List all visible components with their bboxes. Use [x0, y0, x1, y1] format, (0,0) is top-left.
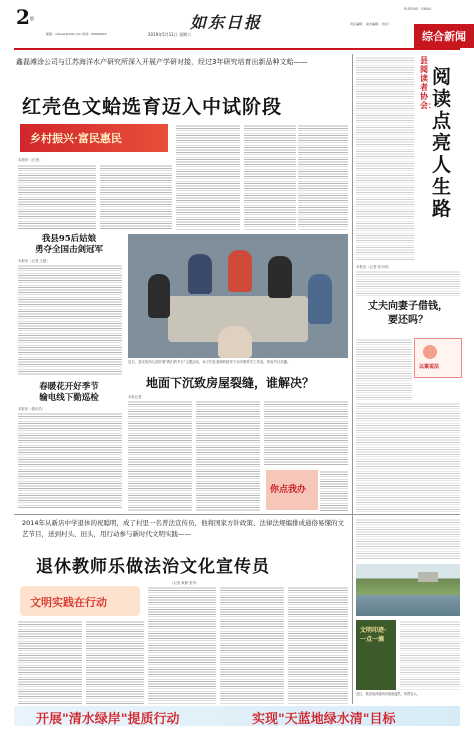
gavel-icon [423, 345, 437, 359]
river-house [418, 572, 438, 582]
photo-child-5 [308, 274, 332, 324]
paper-name: 如东日报 [190, 13, 263, 32]
chunhua-block [16, 382, 122, 404]
masthead-rule [14, 48, 460, 50]
footer-slogan-1: 开展"清水绿岸"提质行动 [36, 712, 180, 727]
retire-body-col5 [288, 586, 348, 704]
loan-body-a [356, 338, 412, 400]
pinyin: RUDONG · RIBAO [404, 7, 432, 11]
footer-banner [14, 706, 460, 726]
lead-kicker: 鑫磊滩涂公司与江苏海洋水产研究所深入开展产学研对接，经过3年研究培育出新品种文蛤—— [16, 58, 308, 66]
loan-headline-2: 要还吗？ [388, 315, 428, 326]
lead-body-col4 [244, 124, 296, 230]
ground-body-col2 [196, 400, 260, 512]
loan-headline-block [356, 300, 460, 334]
section-label: 综合新闻 [422, 30, 466, 43]
retire-headline: 退休教师乐做法治文化宣传员 [36, 557, 270, 577]
side-kicker: 县阅读者协会： [420, 56, 436, 110]
chunhua-headline-2: 输电线下勤巡检 [39, 393, 99, 403]
ground-qa-image [266, 470, 318, 510]
sidebar-divider [352, 54, 353, 514]
photo-child-3 [228, 250, 252, 292]
river-body-top [356, 518, 460, 560]
retire-banner-label: 文明实践在行动 [30, 596, 107, 609]
ground-headline: 地面下沉致房屋裂缝，谁解决？ [146, 376, 315, 390]
section-badge [414, 24, 474, 48]
loan-illustration [414, 338, 462, 378]
river-body [400, 620, 460, 690]
story95-byline: 本报讯（记者 王超） [18, 259, 50, 263]
date-line: 2019年5月11日 星期六 [148, 32, 192, 37]
river-corner-box [356, 620, 396, 690]
retire-body-col4 [220, 586, 284, 704]
retire-kicker: 2014年从新店中学退休的祝聪明，成了村里一名普法宣传员，他将国家方针政策、法律法规编排成通俗易懂的文艺节目，送到村头、田头，用行动参与新时代文明实践—— [22, 519, 345, 538]
ground-body-col1 [128, 400, 192, 512]
section-divider [14, 514, 460, 515]
photo-child-2 [188, 254, 212, 294]
loan-body-b [356, 402, 460, 512]
chunhua-headline-1: 春暖花开好季节 [39, 382, 99, 392]
page-number: 2 [16, 5, 30, 29]
story95-headline-2: 勇夺全国击剑冠军 [34, 245, 103, 255]
story95-block [16, 234, 122, 256]
loan-headline-1: 丈夫向妻子借钱， [368, 301, 448, 312]
lead-body-col1 [18, 164, 96, 230]
lead-banner [20, 124, 168, 152]
lead-body-col3 [176, 124, 240, 230]
photo-river [356, 564, 460, 616]
ground-body-col4 [320, 470, 348, 512]
story95-body [18, 264, 122, 376]
photo-child-1 [148, 274, 170, 318]
side-vertical-title: 阅读点亮人生路 [432, 66, 452, 220]
page-suffix: 版 [30, 16, 34, 21]
side-body-b [356, 270, 460, 296]
chunhua-byline: 本报讯（通讯员） [18, 407, 46, 411]
retire-body-col1 [18, 620, 82, 704]
lead-byline: 本报讯（记者） [18, 158, 43, 162]
chunhua-body [18, 412, 122, 508]
river-caption: 近日，我县某河道两岸绿意盎然，风景宜人。 [356, 692, 420, 696]
photo-child-6 [218, 326, 252, 358]
river-divider [352, 514, 353, 704]
side-byline: 本报讯（记者 张小明） [356, 265, 391, 269]
email-line: 邮箱：rdrbsw@126.com 热线：80666023 [46, 32, 107, 36]
ground-body-col3 [264, 400, 348, 466]
photo-child-4 [268, 256, 292, 298]
retire-banner [20, 586, 140, 616]
retire-body-col3 [148, 586, 216, 704]
retire-byline: （记者 黄静 张华） [170, 581, 200, 585]
masthead [0, 0, 474, 52]
lead-body-col5 [298, 124, 348, 230]
photo-kids [128, 234, 348, 358]
story95-headline-1: 我县95后姑娘 [41, 234, 97, 244]
lead-banner-label: 乡村振兴·富民惠民 [30, 132, 122, 145]
loan-stamp: 以案说法 [419, 364, 440, 370]
side-body-a [356, 56, 414, 261]
lead-body-col2 [100, 164, 172, 230]
ground-byline: 本报记者 [128, 395, 142, 399]
retire-body-col2 [86, 620, 144, 704]
lead-headline: 红壳色文蛤选育迈入中试阶段 [22, 96, 283, 118]
photo-kids-caption: 近日，县实验幼儿园开展"我们的节日"主题活动，孩子们在老师的指导下动手制作手工作品，体验节日乐趣。 [128, 360, 291, 364]
editor-line: 责任编辑： 美术编辑： 校对： [350, 22, 391, 26]
river-corner-label: 文明印迹·一点一滴 [360, 627, 387, 643]
footer-slogan-2: 实现"天蓝地绿水清"目标 [252, 712, 396, 727]
ground-qa-tag: 你点我办 [270, 485, 307, 495]
